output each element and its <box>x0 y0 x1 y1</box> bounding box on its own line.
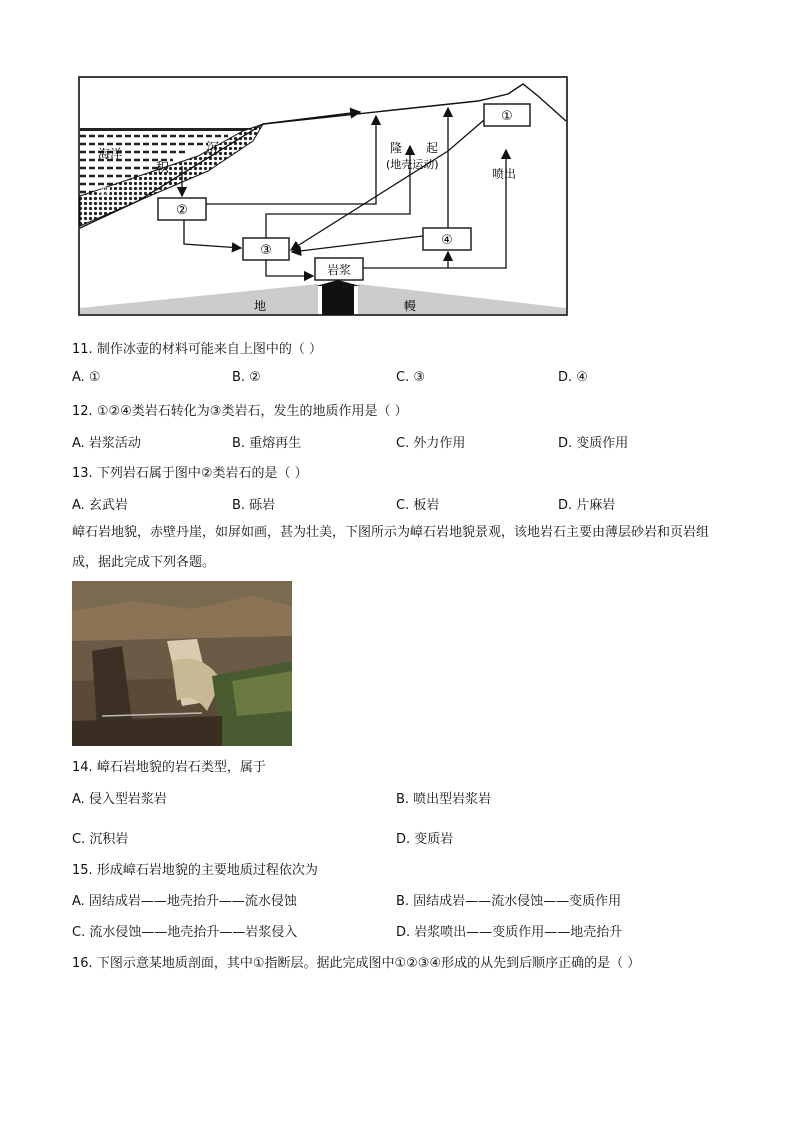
q14-option-c[interactable]: C. 沉积岩 <box>72 832 129 847</box>
question-stem: 下列岩石属于图中②类岩石的是（ ） <box>96 466 308 481</box>
rock-cycle-diagram <box>78 76 568 316</box>
sediment-char-3: 物 <box>98 185 112 200</box>
mantle-char-2: 幔 <box>404 299 417 313</box>
q11-option-c[interactable]: C. ③ <box>396 370 425 385</box>
question-13 <box>72 462 308 481</box>
q13-option-a[interactable]: A. 玄武岩 <box>72 498 128 513</box>
question-14 <box>72 756 266 775</box>
q15-option-b[interactable]: B. 固结成岩——流水侵蚀——变质作用 <box>396 894 622 909</box>
uplift-note: (地壳运动) <box>386 158 439 171</box>
question-number: 11. <box>72 342 93 357</box>
q14-option-a[interactable]: A. 侵入型岩浆岩 <box>72 792 167 807</box>
question-number: 13. <box>72 466 93 481</box>
magma-channel <box>322 284 354 315</box>
q15-option-d[interactable]: D. 岩浆喷出——变质作用——地壳抬升 <box>396 925 623 940</box>
uplift-char-1: 隆 <box>390 141 403 155</box>
sediment-char-1: 沉 <box>206 141 220 156</box>
q13-option-b[interactable]: B. 砾岩 <box>232 498 276 513</box>
q13-option-d[interactable]: D. 片麻岩 <box>558 498 616 513</box>
q12-option-b[interactable]: B. 重熔再生 <box>232 436 302 451</box>
q12-option-a[interactable]: A. 岩浆活动 <box>72 436 141 451</box>
q13-option-c[interactable]: C. 板岩 <box>396 498 440 513</box>
question-16 <box>72 952 640 971</box>
q14-option-b[interactable]: B. 喷出型岩浆岩 <box>396 792 492 807</box>
q11-option-d[interactable]: D. ④ <box>558 370 588 385</box>
question-number: 14. <box>72 760 93 775</box>
box-4-label: ④ <box>441 233 453 248</box>
magma-label: 岩浆 <box>326 263 352 277</box>
uplift-char-2: 起 <box>426 141 439 155</box>
q15-option-a[interactable]: A. 固结成岩——地壳抬升——流水侵蚀 <box>72 894 297 909</box>
q15-option-c[interactable]: C. 流水侵蚀——地壳抬升——岩浆侵入 <box>72 925 298 940</box>
box-1-label: ① <box>501 109 513 124</box>
box-2-label: ② <box>176 203 188 218</box>
question-11 <box>72 338 322 357</box>
eruption-label: 喷出 <box>492 167 517 181</box>
zhangshiyan-landscape-photo <box>72 581 292 746</box>
question-stem: 形成嶂石岩地貌的主要地质过程依次为 <box>96 863 318 878</box>
question-12 <box>72 400 408 419</box>
mantle-char-1: 地 <box>254 299 267 313</box>
q12-option-c[interactable]: C. 外力作用 <box>396 436 466 451</box>
q11-option-b[interactable]: B. ② <box>232 370 261 385</box>
question-stem: 下图示意某地质剖面，其中①指断层。据此完成图中①②③④形成的从先到后顺序正确的是（ ） <box>96 956 641 971</box>
question-number: 16. <box>72 956 93 971</box>
ocean-label: 海洋 <box>98 147 123 161</box>
question-15 <box>72 859 318 878</box>
question-number: 15. <box>72 863 93 878</box>
q11-option-a[interactable]: A. ① <box>72 370 101 385</box>
q14-option-d[interactable]: D. 变质岩 <box>396 832 454 847</box>
question-stem: 嶂石岩地貌的岩石类型，属于 <box>96 760 266 775</box>
box-3-label: ③ <box>260 243 272 258</box>
question-stem: 制作冰壶的材料可能来自上图中的（ ） <box>96 342 322 357</box>
passage-intro: 嶂石岩地貌，赤壁丹崖，如屏如画，甚为壮美，下图所示为嶂石岩地貌景观，该地岩石主要由薄层砂岩和页岩组成，据此完成下列各题。 <box>72 525 710 570</box>
q12-option-d[interactable]: D. 变质作用 <box>558 436 629 451</box>
sediment-char-2: 积 <box>156 161 170 176</box>
question-stem: ①②④类岩石转化为③类岩石，发生的地质作用是（ ） <box>96 404 408 419</box>
question-number: 12. <box>72 404 93 419</box>
